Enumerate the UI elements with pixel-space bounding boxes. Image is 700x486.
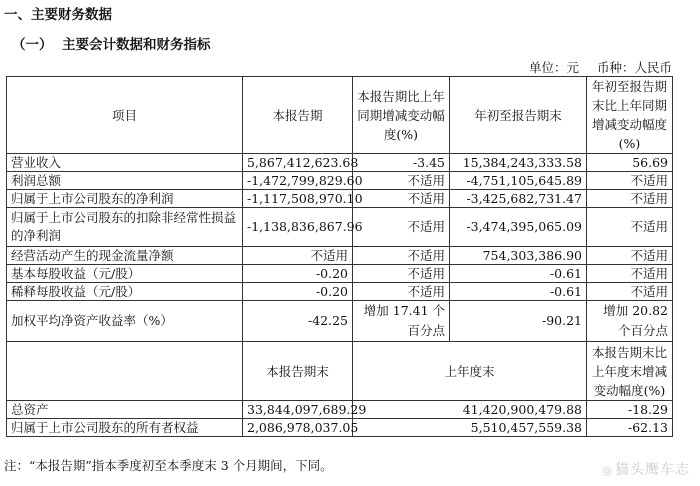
header-cell: 本报告期末比上年度末增减变动幅度(%) [587,342,673,401]
header-cell: 年初至报告期末比上年同期增减变动幅度(%) [587,77,673,154]
row-label: 归属于上市公司股东的净利润 [7,190,243,208]
header-cell: 本报告期比上年同期增减变动幅度(%) [353,77,450,154]
table-cell: 不适用 [587,265,673,283]
subsection-heading [12,33,211,53]
table-row [7,401,673,419]
header-cell: 本报告期末 [243,342,353,401]
table-cell: -0.61 [450,265,587,283]
unit-line [529,58,672,76]
watermark-text: 猫头鹰车志 [615,462,690,478]
table-cell: -3.45 [353,154,450,172]
table-row [7,154,673,172]
section-heading: 一、主要财务数据 [4,7,112,23]
table-cell: 不适用 [587,172,673,190]
table-row [7,190,673,208]
table-cell: 不适用 [243,247,353,265]
table-cell: 不适用 [587,283,673,301]
table-row [7,208,673,247]
table-row [7,419,673,437]
currency-label: 币种：人民币 [596,60,672,75]
table-cell: 5,867,412,623.68 [243,154,353,172]
unit-label: 单位：元 [528,60,579,75]
header-cell: 项目 [7,77,243,154]
subsection-number: （一） [12,37,53,53]
watermark [602,459,690,479]
table-cell: -0.20 [243,265,353,283]
row-label: 营业收入 [7,154,243,172]
row-label: 加权平均净资产收益率（%） [7,301,243,342]
table-header-row [7,342,673,401]
table-cell: 15,384,243,333.58 [450,154,587,172]
table-cell: 33,844,097,689.29 [243,401,353,419]
table-cell: 不适用 [353,283,450,301]
table-cell: -18.29 [587,401,673,419]
footnote: 注：“本报告期”指本季度初至本季度末 3 个月期间，下同。 [4,458,333,473]
table-cell: 增加 20.82 个百分点 [587,301,673,342]
table-cell: 不适用 [353,190,450,208]
row-label: 归属于上市公司股东的扣除非经常性损益的净利润 [7,208,243,247]
table-cell: -1,117,508,970.10 [243,190,353,208]
header-cell: 上年度末 [353,342,587,401]
table-cell: -0.61 [450,283,587,301]
table-cell: -0.20 [243,283,353,301]
row-label: 稀释每股收益（元/股） [7,283,243,301]
table-cell: 56.69 [587,154,673,172]
table-cell: -3,474,395,065.09 [450,208,587,247]
table-cell: 754,303,386.90 [450,247,587,265]
table-cell: 不适用 [587,247,673,265]
table-cell: 不适用 [353,265,450,283]
table-row [7,301,673,342]
table-cell: -90.21 [450,301,587,342]
row-label: 经营活动产生的现金流量净额 [7,247,243,265]
header-cell: 本报告期 [243,77,353,154]
table-header-row [7,77,673,154]
row-label: 基本每股收益（元/股） [7,265,243,283]
row-label: 总资产 [7,401,243,419]
weibo-icon: ◎ [602,464,613,477]
table-cell: 5,510,457,559.38 [353,419,587,437]
table-cell: 不适用 [587,208,673,247]
table-cell: 41,420,900,479.88 [353,401,587,419]
table-cell: -1,138,836,867.96 [243,208,353,247]
header-cell [7,342,243,401]
subsection-title: 主要会计数据和财务指标 [62,37,211,53]
table-cell: 不适用 [353,247,450,265]
table-cell: -42.25 [243,301,353,342]
table-cell: 不适用 [587,190,673,208]
financial-table [6,76,673,437]
table-row [7,172,673,190]
table-cell: -3,425,682,731.47 [450,190,587,208]
table-cell: -62.13 [587,419,673,437]
table-cell: 不适用 [353,208,450,247]
row-label: 归属于上市公司股东的所有者权益 [7,419,243,437]
table-row [7,265,673,283]
table-cell: 2,086,978,037.05 [243,419,353,437]
table-cell: -4,751,105,645.89 [450,172,587,190]
table-row [7,283,673,301]
row-label: 利润总额 [7,172,243,190]
table-cell: 增加 17.41 个百分点 [353,301,450,342]
header-cell: 年初至报告期末 [450,77,587,154]
table-row [7,247,673,265]
table-cell: 不适用 [353,172,450,190]
table-cell: -1,472,799,829.60 [243,172,353,190]
